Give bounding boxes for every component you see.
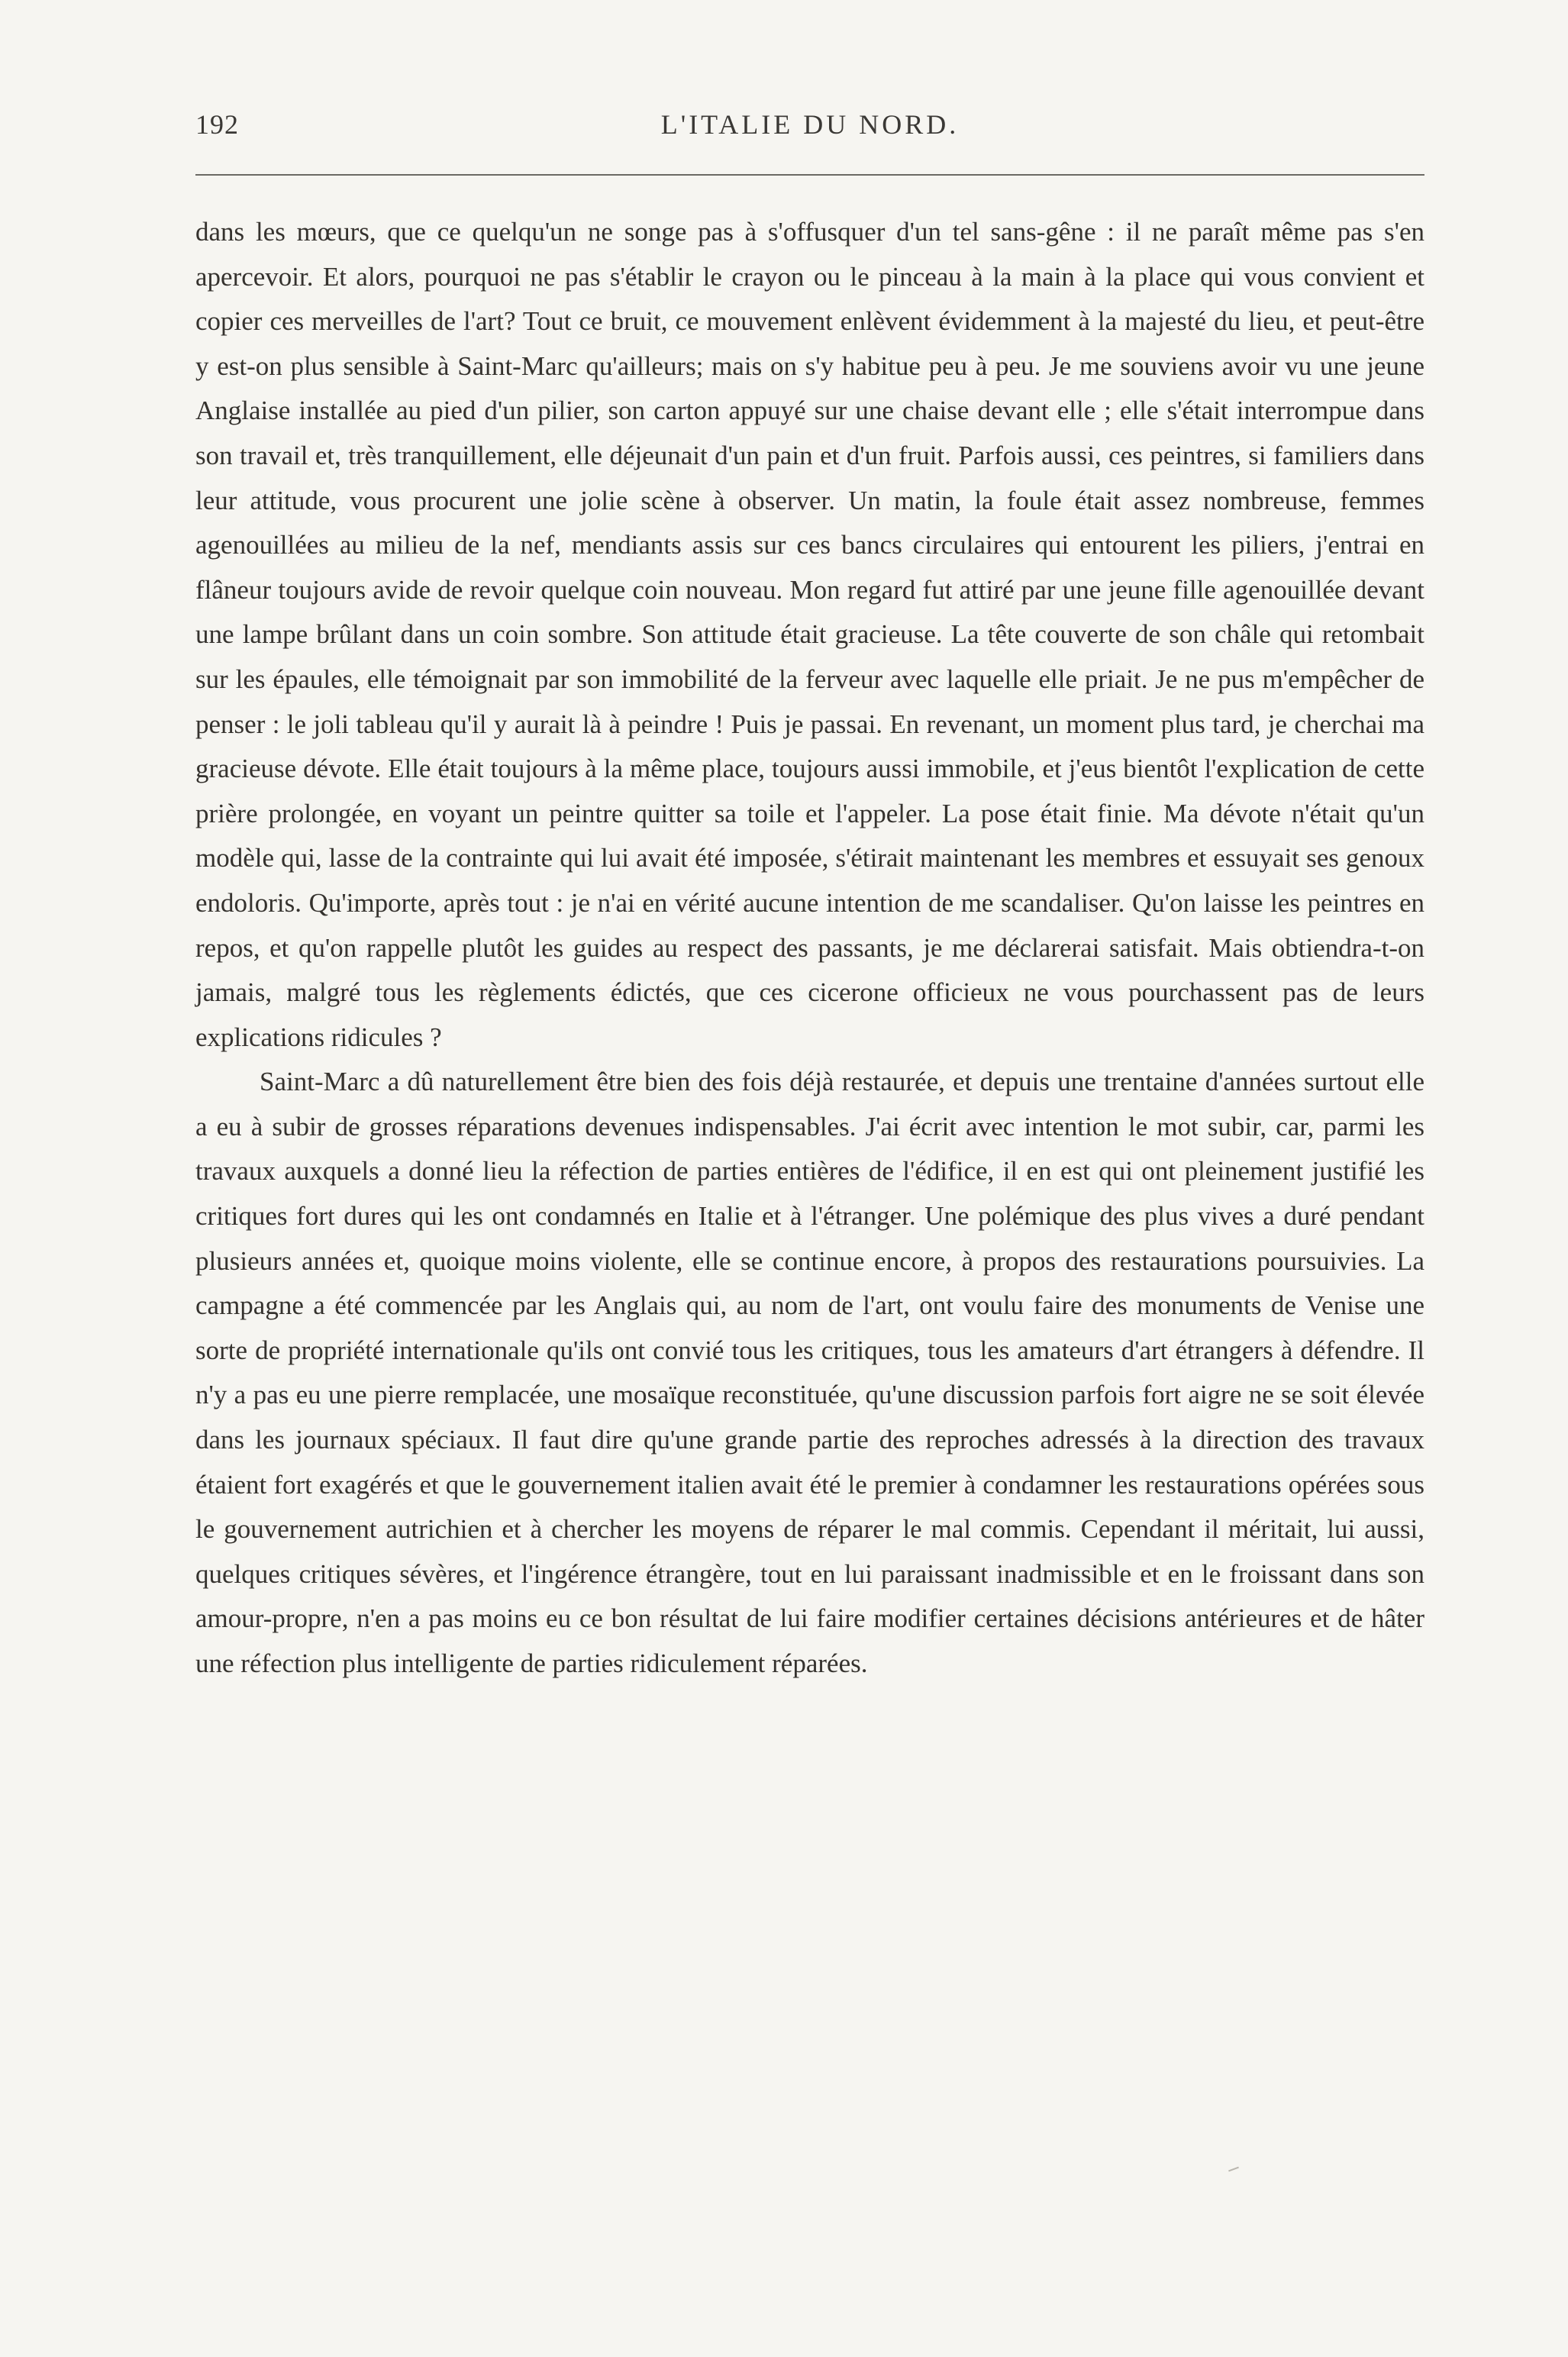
paragraph-1: dans les mœurs, que ce quelqu'un ne songe pas à s'offusquer d'un tel sans-gêne : il ne paraît même pas s'en apercevoir. Et alors, pourquoi ne pas s'établir le crayon ou le pinceau à la main à la place qui vous convient et copier ces merveilles de l'art? Tout ce bruit, ce mouvement enlèvent évidemment à la majesté du lieu, et peut-être y est-on plus sensible à Saint-Marc qu'ailleurs; mais on s'y habitue peu à peu. Je me souviens avoir vu une jeune Anglaise installée au pied d'un pilier, son carton appuyé sur une chaise devant elle ; elle s'était interrompue dans son travail et, très tranquillement, elle déjeunait d'un pain et d'un fruit. Parfois aussi, ces peintres, si familiers dans leur attitude, vous procurent une jolie scène à observer. Un matin, la foule était assez nombreuse, femmes agenouillées au milieu de la nef, mendiants assis sur ces bancs circulaires qui entourent les piliers, j'entrai en flâneur toujours avide de revoir quelque coin nouveau. Mon regard fut attiré par une jeune fille agenouillée devant une lampe brûlant dans un coin sombre. Son attitude était gracieuse. La tête couverte de son châle qui retombait sur les épaules, elle témoignait par son immobilité de la ferveur avec laquelle elle priait. Je ne pus m'empêcher de penser : le joli tableau qu'il y aurait là à peindre ! Puis je passai. En revenant, un moment plus tard, je cherchai ma gracieuse dévote. Elle était toujours à la même place, toujours aussi immobile, et j'eus bientôt l'explication de cette prière prolongée, en voyant un peintre quitter sa toile et l'appeler. La pose était finie. Ma dévote n'était qu'un modèle qui, lasse de la contrainte qui lui avait été imposée, s'étirait maintenant les membres et essuyait ses genoux endoloris. Qu'importe, après tout : je n'ai en vérité aucune intention de me scandaliser. Qu'on laisse les peintres en repos, et qu'on rappelle plutôt les guides au respect des passants, je me déclarerai satisfait. Mais obtiendra-t-on jamais, malgré tous les règlements édictés, que ces cicerone officieux ne vous pourchassent pas de leurs explications ridicules ? bbox=[195, 217, 1424, 1052]
print-mark bbox=[1228, 2167, 1239, 2172]
running-title: L'ITALIE DU NORD. bbox=[660, 109, 960, 140]
header-rule bbox=[195, 174, 1424, 176]
paragraph-2: Saint-Marc a dû naturellement être bien des fois déjà restaurée, et depuis une trentaine d'années surtout elle a eu à subir de grosses réparations devenues indispensables. J'ai écrit avec intention le mot subir, car, parmi les travaux auxquels a donné lieu la réfection de parties entières de l'édifice, il en est qui ont pleinement justifié les critiques fort dures qui les ont condamnés en Italie et à l'étranger. Une polémique des plus vives a duré pendant plusieurs années et, quoique moins violente, elle se continue encore, à propos des restaurations poursuivies. La campagne a été commencée par les Anglais qui, au nom de l'art, ont voulu faire des monuments de Venise une sorte de propriété internationale qu'ils ont convié tous les critiques, tous les amateurs d'art étrangers à défendre. Il n'y a pas eu une pierre remplacée, une mosaïque reconstituée, qu'une discussion parfois fort aigre ne se soit élevée dans les journaux spéciaux. Il faut dire qu'une grande partie des reproches adressés à la direction des travaux étaient fort exagérés et que le gouvernement italien avait été le premier à condamner les restaurations opérées sous le gouvernement autrichien et à chercher les moyens de réparer le mal commis. Cependant il méritait, lui aussi, quelques critiques sévères, et l'ingérence étrangère, tout en lui paraissant inadmissible et en le froissant dans son amour-propre, n'en a pas moins eu ce bon résultat de lui faire modifier certaines décisions antérieures et de hâter une réfection plus intelligente de parties ridiculement réparées. bbox=[195, 1067, 1424, 1678]
body-text bbox=[195, 210, 1424, 1687]
page-number: 192 bbox=[195, 109, 239, 140]
page-header bbox=[195, 108, 1424, 154]
